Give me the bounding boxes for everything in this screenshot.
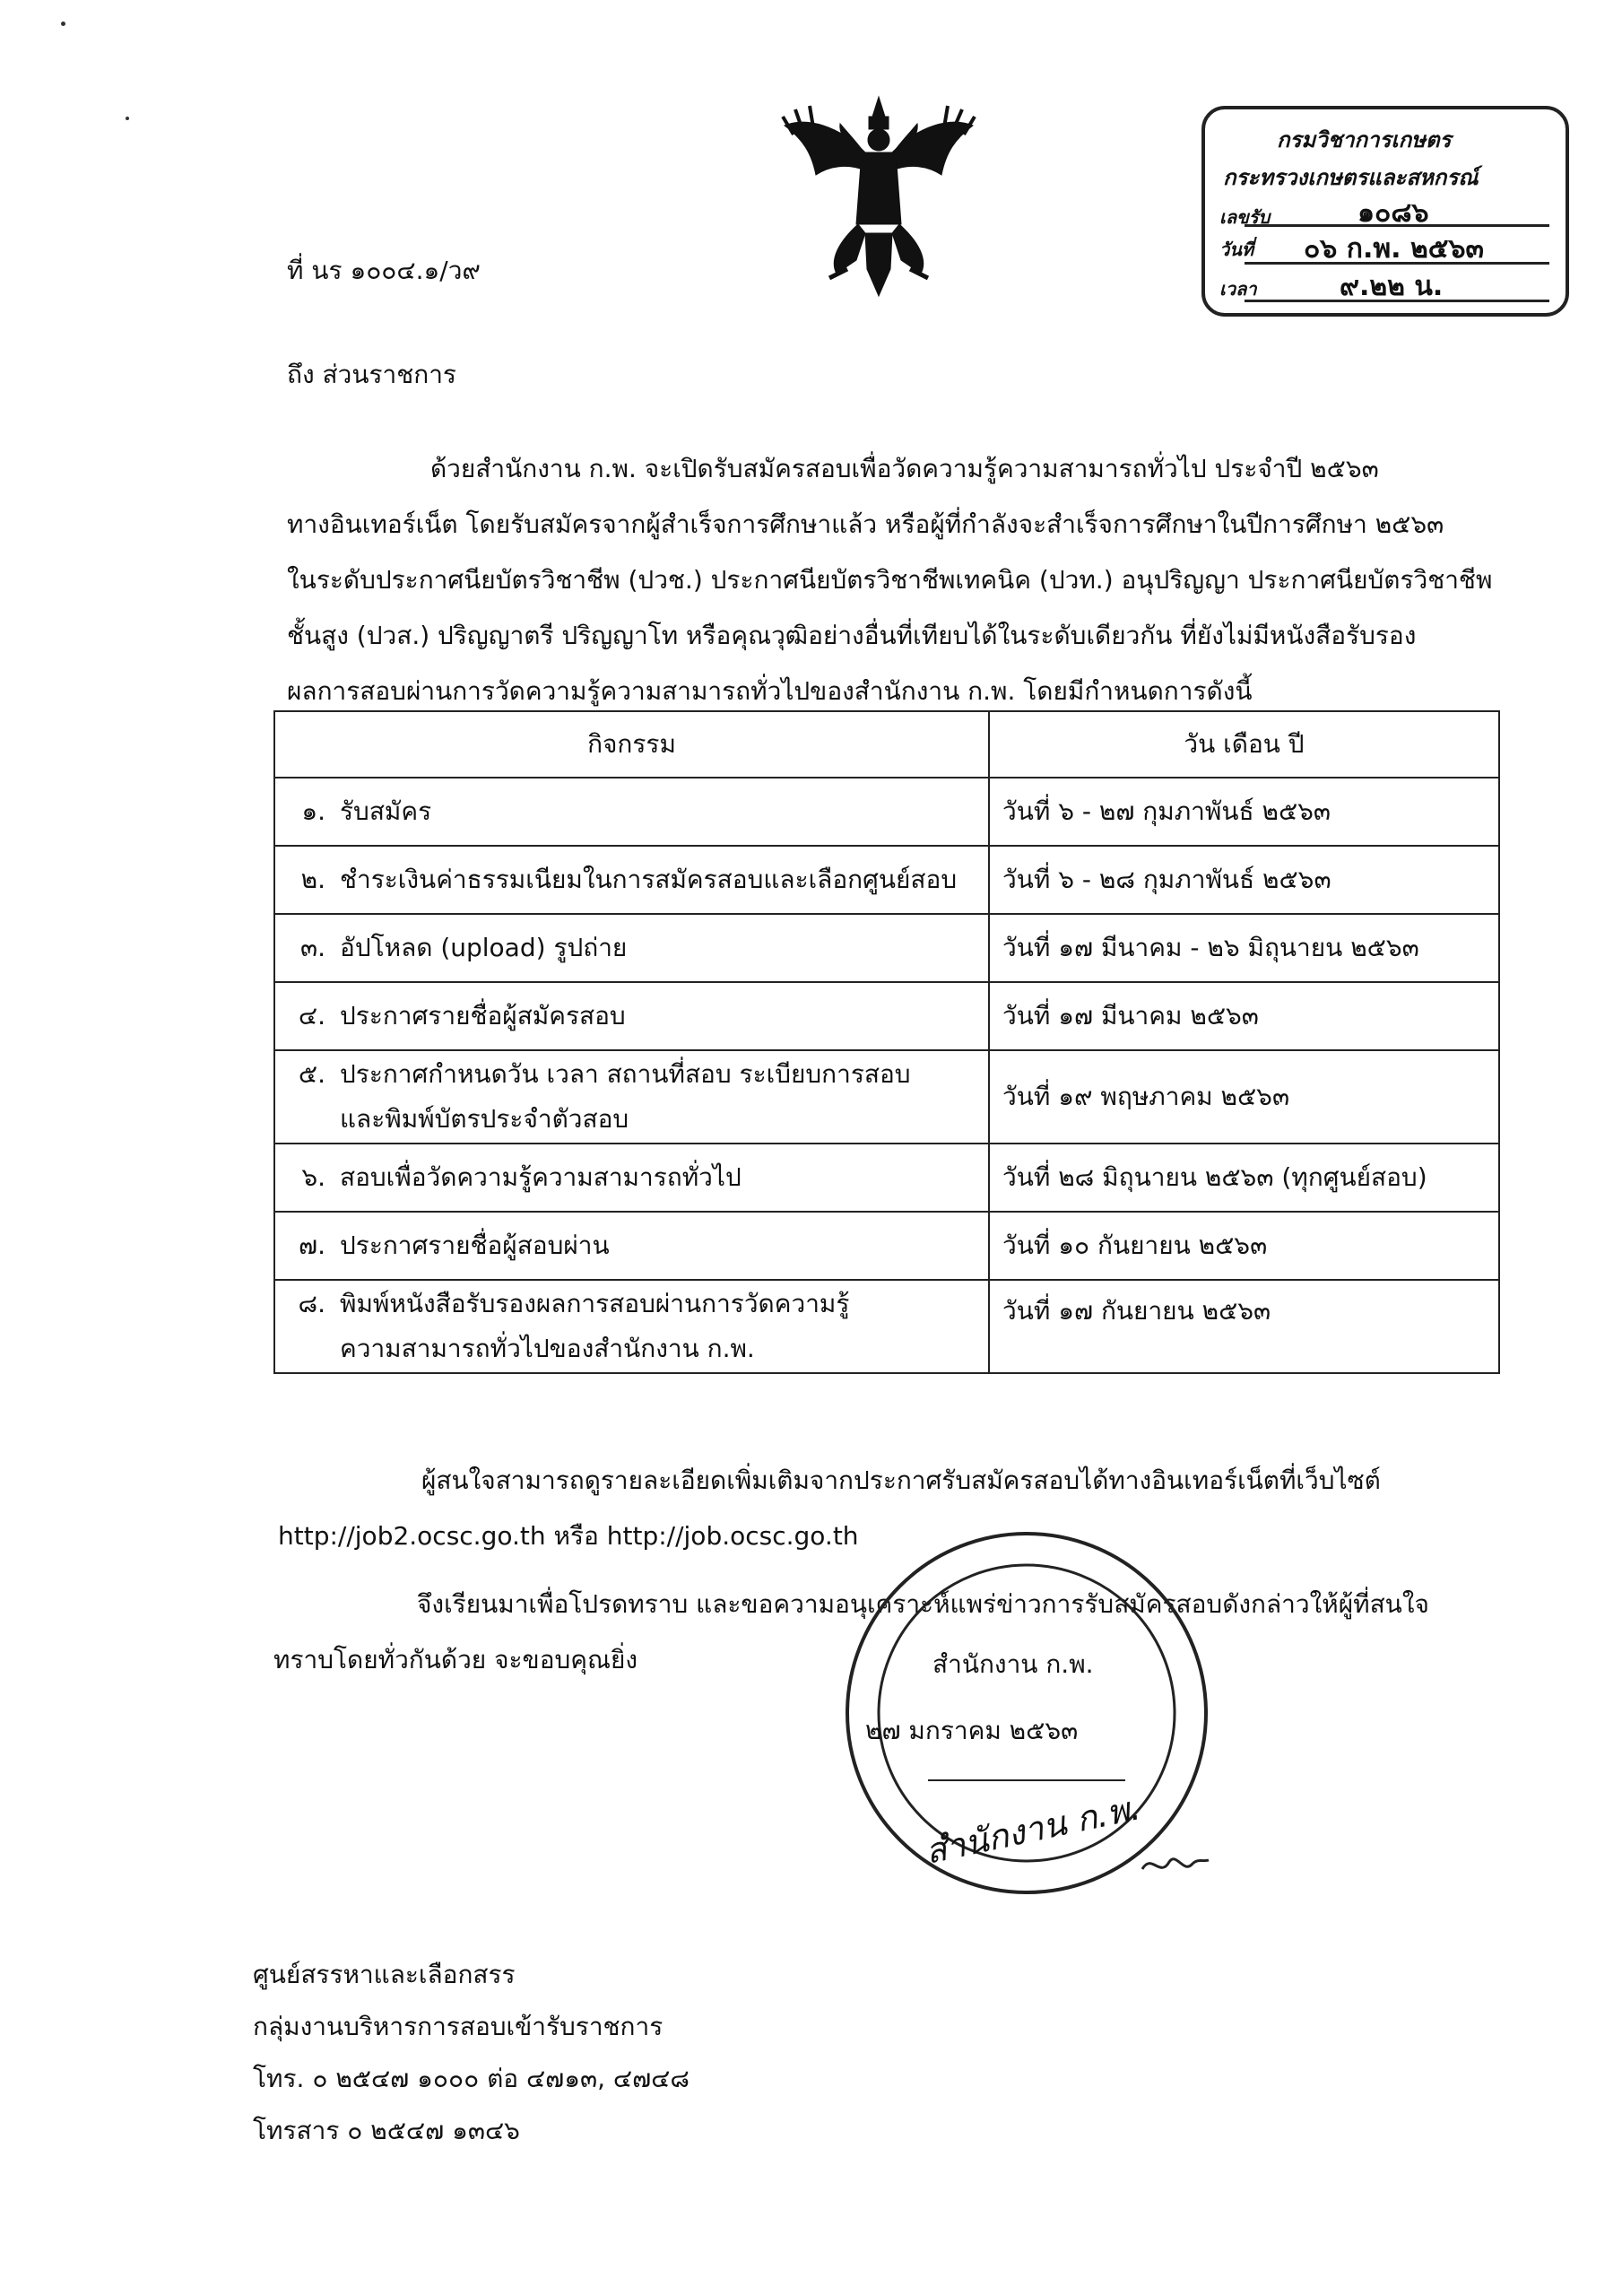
row-number: ๕. [298,1059,325,1089]
activity-text-continued: และพิมพ์บัตรประจำตัวสอบ [340,1104,629,1134]
activity-text: ประกาศรายชื่อผู้สอบผ่าน [340,1231,610,1260]
intro-line: ด้วยสำนักงาน ก.พ. จะเปิดรับสมัครสอบเพื่อวัดความรู้ความสามารถทั่วไป ประจำปี ๒๕๖๓ [430,454,1379,483]
column-header-date: วัน เดือน ปี [989,711,1499,778]
schedule-table [273,710,1500,1374]
recipient: ถึง ส่วนราชการ [287,360,456,389]
date-text: วันที่ ๑๙ พฤษภาคม ๒๕๖๓ [989,1050,1499,1144]
table-header-row [274,711,1499,778]
table-row [274,982,1499,1050]
table-row [274,914,1499,982]
stamp-date: ๐๖ ก.พ. ๒๕๖๓ [1304,233,1485,265]
stamp-receive-no: ๑๐๘๖ [1357,197,1429,229]
date-text: วันที่ ๑๗ กันยายน ๒๕๖๓ [989,1280,1499,1373]
or-text: หรือ [553,1521,599,1551]
date-text: วันที่ ๑๐ กันยายน ๒๕๖๓ [989,1212,1499,1280]
details-text: ผู้สนใจสามารถดูรายละเอียดเพิ่มเติมจากประกาศรับสมัครสอบได้ทางอินเทอร์เน็ตที่เว็บไซต์ [421,1465,1381,1495]
activity-text: สอบเพื่อวัดความรู้ความสามารถทั่วไป [340,1162,742,1192]
footer-phone: โทร. ๐ ๒๕๔๗ ๑๐๐๐ ต่อ ๔๗๑๓, ๔๗๔๘ [253,2064,690,2093]
row-number: ๘. [298,1289,325,1318]
date-text: วันที่ ๖ - ๒๘ กุมภาพันธ์ ๒๕๖๓ [989,846,1499,914]
activity-text: ประกาศรายชื่อผู้สมัครสอบ [340,1001,626,1031]
row-number: ๔. [298,1001,325,1031]
reference-number: ที่ นร ๑๐๐๔.๑/ว๙ [287,256,481,285]
table-row [274,778,1499,846]
website-link-1[interactable]: http://job2.ocsc.go.th [278,1521,546,1551]
activity-text: ชำระเงินค่าธรรมเนียมในการสมัครสอบและเลือกศูนย์สอบ [340,865,958,894]
closing-text: ทราบโดยทั่วกันด้วย จะขอบคุณยิ่ง [273,1645,638,1674]
stamp-ministry: กระทรวงเกษตรและสหกรณ์ [1223,165,1479,190]
column-header-activity: กิจกรรม [274,711,989,778]
date-text: วันที่ ๖ - ๒๗ กุมภาพันธ์ ๒๕๖๓ [989,778,1499,846]
date-text: วันที่ ๒๘ มิถุนายน ๒๕๖๓ (ทุกศูนย์สอบ) [989,1144,1499,1212]
date-text: วันที่ ๑๗ มีนาคม ๒๕๖๓ [989,982,1499,1050]
stamp-dept: กรมวิชาการเกษตร [1277,127,1452,152]
date-text: วันที่ ๑๗ มีนาคม - ๒๖ มิถุนายน ๒๕๖๓ [989,914,1499,982]
table-row [274,1280,1499,1373]
row-number: ๓. [299,933,325,962]
scan-speck [61,22,65,26]
row-number: ๖. [301,1162,325,1192]
intro-paragraph [287,441,1497,719]
table-row [274,846,1499,914]
activity-text: อัปโหลด (upload) รูปถ่าย [340,933,628,962]
row-number: ๑. [301,796,325,826]
stamp-date-label: วันที่ [1219,239,1254,260]
table-row [274,1212,1499,1280]
receipt-stamp [1201,106,1569,317]
seal-org: สำนักงาน ก.พ. [932,1649,1094,1679]
row-number: ๒. [300,865,325,894]
activity-text: พิมพ์หนังสือรับรองผลการสอบผ่านการวัดความรู้ [340,1289,850,1318]
activity-text: รับสมัคร [340,796,432,826]
footer-group: กลุ่มงานบริหารการสอบเข้ารับราชการ [253,2012,664,2041]
seal-ring-text: สำนักงาน ก.พ. [922,1787,1144,1872]
scan-speck [126,117,129,120]
footer-fax: โทรสาร ๐ ๒๕๔๗ ๑๓๔๖ [253,2116,520,2145]
website-link-2[interactable]: http://job.ocsc.go.th [606,1521,859,1551]
intro-line: ทางอินเทอร์เน็ต โดยรับสมัครจากผู้สำเร็จการศึกษาแล้ว หรือผู้ที่กำลังจะสำเร็จการศึกษาในปีการศึกษา ๒๕๖๓ [287,509,1444,539]
seal-date: ๒๗ มกราคม ๒๕๖๓ [865,1716,1079,1745]
intro-line: ผลการสอบผ่านการวัดความรู้ความสามารถทั่วไปของสำนักงาน ก.พ. โดยมีกำหนดการดังนี้ [287,676,1253,706]
stamp-time: ๙.๒๒ น. [1340,271,1444,302]
intro-line: ชั้นสูง (ปวส.) ปริญญาตรี ปริญญาโท หรือคุณวุฒิอย่างอื่นที่เทียบได้ในระดับเดียวกัน ที่ยังไม่มีหนังสือรับรอง [287,621,1417,650]
closing-text: จึงเรียนมาเพื่อโปรดทราบ และขอความอนุเคราะห์แพร่ข่าวการรับสมัครสอบดังกล่าวให้ผู้ที่สนใจ [417,1589,1429,1619]
activity-text-continued: ความสามารถทั่วไปของสำนักงาน ก.พ. [340,1334,755,1363]
signature-mark [1139,1848,1210,1883]
stamp-receive-label: เลขรับ [1219,206,1271,228]
table-row [274,1144,1499,1212]
garuda-emblem [776,90,982,305]
intro-line: ในระดับประกาศนียบัตรวิชาชีพ (ปวช.) ประกาศนียบัตรวิชาชีพเทคนิค (ปวท.) อนุปริญญา ประกาศนียบัตรวิชาชีพ [287,565,1493,595]
activity-text: ประกาศกำหนดวัน เวลา สถานที่สอบ ระเบียบการสอบ [340,1059,911,1089]
stamp-time-label: เวลา [1219,278,1257,300]
footer-unit: ศูนย์สรรหาและเลือกสรร [253,1960,516,1989]
table-row [274,1050,1499,1144]
row-number: ๗. [299,1231,325,1260]
